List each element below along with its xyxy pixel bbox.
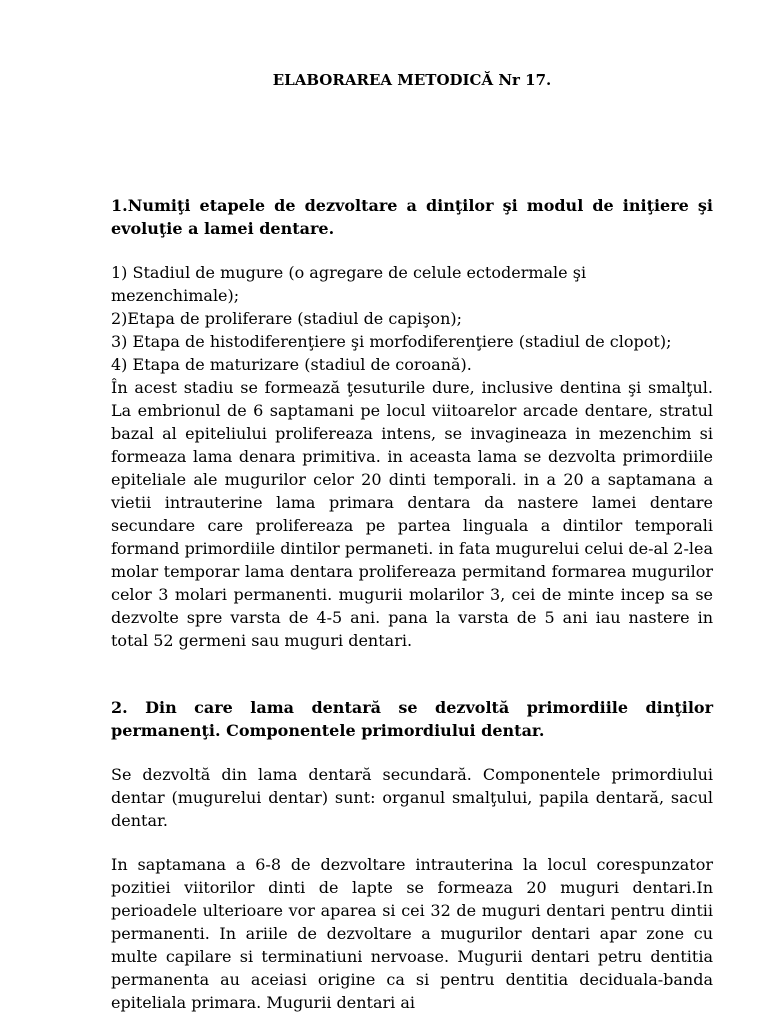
question-2-heading: 2. Din care lama dentară se dezvoltă primordiile dinţilor permanenţi. Componentele primordiului dentar. — [111, 698, 713, 740]
stages-list — [111, 261, 713, 376]
question-1-heading: 1.Numiţi etapele de dezvoltare a dinţilor şi modul de iniţiere şi evoluţie a lamei dentare. — [111, 196, 713, 238]
document-title: ELABORAREA METODICĂ Nr 17. — [272, 71, 552, 89]
question-2-paragraph-2: In saptamana a 6-8 de dezvoltare intrauterina la locul corespunzator pozitiei viitorilor dinti de lapte se formeaza 20 muguri dentari.In perioadele ulterioare vor aparea si cei 32 de muguri dentari pentru dintii permanenti. In ariile de dezvoltare a mugurilor dentari apar zone cu multe capilare si terminatiuni nervoase. Mugurii dentari petru dentitia permanenta au aceiasi origine ca si pentru dentitia deciduala-banda epiteliala primara. Mugurii dentari ai — [111, 855, 713, 1012]
spacer — [111, 90, 713, 194]
spacer — [111, 742, 713, 763]
stage-item: 3) Etapa de histodiferenţiere şi morfodiferenţiere (stadiul de clopot); — [111, 332, 672, 351]
spacer — [111, 652, 713, 696]
spacer — [111, 240, 713, 261]
spacer — [111, 832, 713, 853]
stage-item: 2)Etapa de proliferare (stadiul de capişon); — [111, 309, 462, 328]
stage-item: 4) Etapa de maturizare (stadiul de coroană). — [111, 355, 472, 374]
document-page — [111, 58, 713, 1014]
question-1-paragraph: În acest stadiu se formează ţesuturile dure, inclusive dentina şi smalţul. La embrionul de 6 saptamani pe locul viitoarelor arcade dentare, stratul bazal al epiteliului prolifereaza intens, se invagineaza in mezenchim si formeaza lama denara primitiva. in aceasta lama se dezvolta primordiile epiteliale ale mugurilor celor 20 dinti temporali. in a 20 a saptamana a vietii intrauterine lama primara dentara da nastere lamei dentare secundare care prolifereaza pe partea linguala a dintilor temporali formand primordiile dintilor permaneti. in fata mugurelui celui de-al 2-lea molar temporar lama dentara prolifereaza permitand formarea mugurilor celor 3 molari permanenti. mugurii molarilor 3, cei de minte incep sa se dezvolte spre varsta de 4-5 ani. pana la varsta de 5 ani iau nastere in total 52 germeni sau muguri dentari. — [111, 378, 713, 650]
stage-item: 1) Stadiul de mugure (o agregare de celule ectodermale şi mezenchimale); — [111, 263, 587, 305]
question-2-paragraph-1: Se dezvoltă din lama dentară secundară. Componentele primordiului dentar (mugurelui dentar) sunt: organul smalţului, papila dentară, sacul dentar. — [111, 765, 713, 830]
